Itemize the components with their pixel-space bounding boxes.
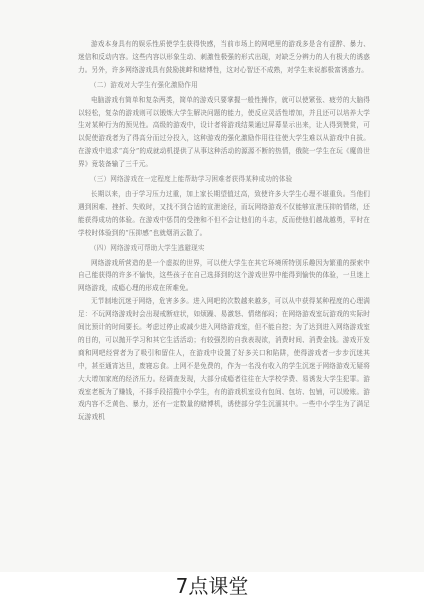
section-heading-2: （二）游戏对大学生有强化激励作用 (90, 80, 198, 89)
paragraph-1: 游戏本身具有的娱乐性质使学生获得快感，当前市场上的网吧里的游戏多是含有涩醉、暴力、迷信和反动内容。这些内容以形象生动、刺激性极强的形式出现，对缺乏分辨力的人有极大的诱惑力。另外，许多网络游戏具有鼓励挑衅和赌博性，这对心智还不成熟，对学生来说都极富诱惑力。 (78, 40, 370, 74)
document-body (78, 38, 370, 424)
paragraph-4: 网络游戏所营造的是一个虚拟的世界，可以使大学生在其它环境所特别乐趣因为繁重的探索中自己能获得的许多不愉快，这些孩子在自己选择到的这个游戏世界中能得到愉快的体验，一旦迷上网络游戏，成瘾心理的形成在所难免。 (78, 258, 370, 293)
paragraph-3: 长期以来，由于学习压力过重，加上家长期望值过高，致使许多大学生心理不堪重负。当他们遇到困难、挫折、失败时，又找不到合适的宣泄途径，而玩网络游戏不仅能够宣泄压抑的情绪，还能获得成功的体验。在游戏中惩罚的受挫和不但不会让他们的斗志，反而使他们越战越勇，平时在学校时体验到的“压抑感”也就烟消云散了。 (78, 189, 370, 237)
section-heading-4: （四）网络游戏可帮助大学生逃避现实 (90, 243, 205, 252)
section-heading-3: （三）网络游戏在一定程度上能帮助学习困难者获得某种成功的体验 (90, 175, 293, 184)
paragraph-5: 无节制地沉迷于网络，危害多多。进入网吧的次数越来越多，可以从中获得某种程度的心理满足：不玩网络游戏时会出现戒断症状，如烦躁、易激怒、情绪郁闷；在网络游戏室玩游戏的实际时间比预计的时间要长。考虑过停止或减少进入网络游戏室，但不能自控；为了达到进入网络游戏室的目的，可以抛开学习和其它生活活动；有较强烈的自我表现欲，消费时间、消费金钱。游戏开发商和网吧经营者为了吸引和留住人，在游戏中设置了好多关口和陷阱，使得游戏者一步步沉迷其中，甚至通宵达旦，废寝忘食。上网不是免费的，作为一名没有收入的学生沉迷于网络游戏无疑将大大增加家庭的经济压力。经调查发现，大部分成瘾者往往在大学校学费、易诱发大学生犯罪。游戏室老板为了赚钱，不择手段招揽中小学生，有的游戏机室设有包间、包坊、包铺，可以赊账。游戏内容不乏黄色、暴力，还有一定数量的赌博机，诱使部分学生沉湎其中。一些中小学生为了满足玩游戏机 (78, 297, 370, 422)
footer-brand-text: 7点课堂 (0, 572, 424, 600)
paragraph-2: 电脑游戏有简单和复杂两类，简单的游戏只要掌握一般性操作，就可以使紧张、疲劳的大脑得以轻松，复杂的游戏则可以锻炼大学生解决问题的能力，使反应灵活性增加，并且还可以培养大学生对某种行为的预见性。高级的游戏中，设计者将游戏结果通过屏幕显示出来，让人得到赞赏，可以促使游戏者为了得高分而过分投入，这种游戏的强化激励作用往往使大学生难以从游戏中自拔。在游戏中追求“高分”的成就动机提供了从事这种活动的源源不断的热情，俄院一学生在玩《魔兽世界》竟装备输了三千元。 (78, 95, 370, 169)
